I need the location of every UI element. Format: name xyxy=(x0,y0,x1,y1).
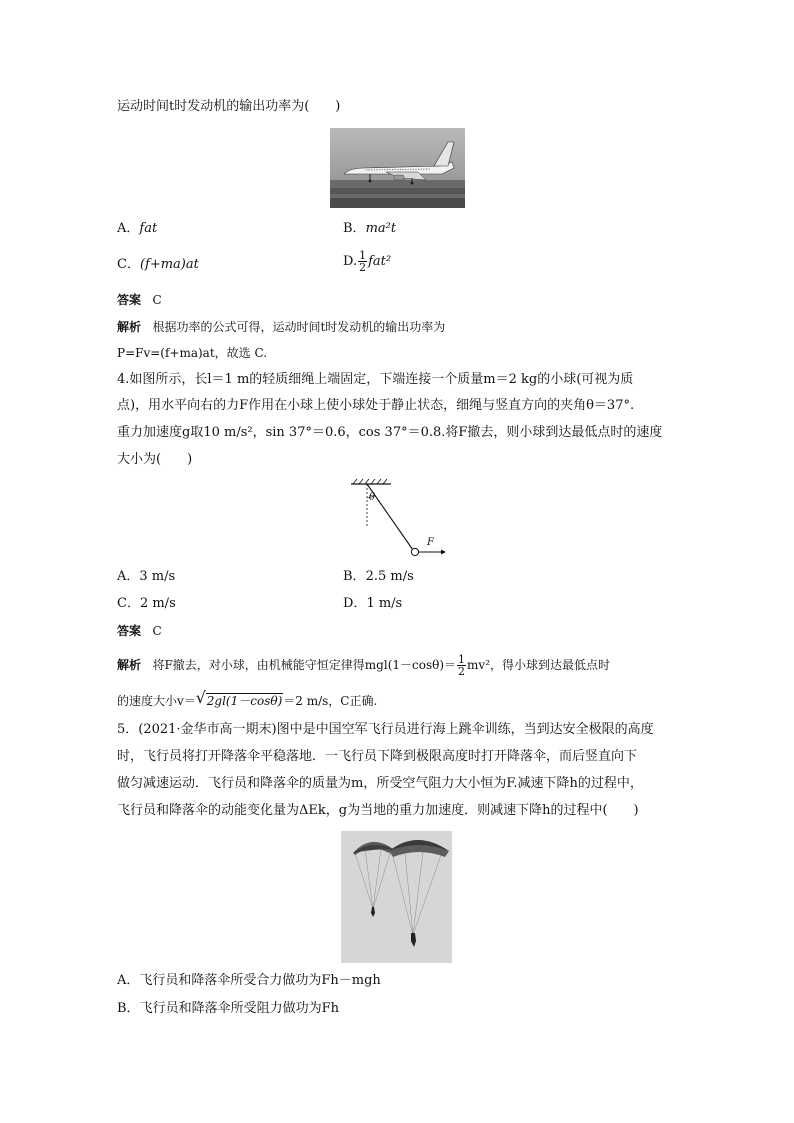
option-key: D. xyxy=(343,254,358,269)
analysis-label: 解析 xyxy=(117,320,142,334)
q4-analysis-cont xyxy=(117,688,378,710)
q4-answer xyxy=(117,622,162,640)
answer-label: 答案 xyxy=(117,624,142,638)
option-value: ma²t xyxy=(365,221,397,236)
analysis-text: 将F撤去，对小球，由机械能守恒定律得mgl(1－cosθ)＝ xyxy=(152,658,457,672)
analysis-text: ＝2 m/s，C正确. xyxy=(283,694,378,708)
option-value: 2 m/s xyxy=(139,596,176,611)
analysis-text: 根据功率的公式可得，运动时间t时发动机的输出功率为 xyxy=(152,320,446,334)
q5-stem-line4: 飞行员和降落伞的动能变化量为ΔEk，g为当地的重力加速度．则减速下降h的过程中( ) xyxy=(117,803,639,818)
q4-option-a xyxy=(117,568,175,586)
q5-option-a xyxy=(117,972,381,990)
option-value: 飞行员和降落伞所受阻力做功为Fh xyxy=(139,1001,339,1016)
option-key: C． xyxy=(117,257,140,272)
force-label: F xyxy=(427,537,434,548)
option-value: 2.5 m/s xyxy=(365,569,414,584)
answer-value: C xyxy=(152,624,162,638)
answer-value: C xyxy=(152,293,162,307)
analysis-text: mv²，得小球到达最低点时 xyxy=(467,658,611,672)
option-key: C． xyxy=(117,596,140,611)
q4-option-b xyxy=(343,568,414,586)
option-key: A． xyxy=(117,973,140,988)
airplane-photo xyxy=(330,128,465,208)
option-value: 3 m/s xyxy=(139,569,176,584)
option-value: 飞行员和降落伞所受合力做功为Fh－mgh xyxy=(139,973,381,988)
q4-stem-line3: 重力加速度g取10 m/s²，sin 37°＝0.6，cos 37°＝0.8.将F撤去，则小球到达最低点时的速度 xyxy=(117,425,663,440)
q4-stem-line1: 4.如图所示，长l＝1 m的轻质细绳上端固定，下端连接一个质量m＝2 kg的小球(可视为质 xyxy=(117,372,634,387)
q5-option-b xyxy=(117,1000,339,1018)
theta-label: θ xyxy=(369,492,376,503)
q5-stem-line3: 做匀减速运动．飞行员和降落伞的质量为m，所受空气阻力大小恒为F.减速下降h的过程中， xyxy=(117,776,643,791)
q5-stem-line2: 时，飞行员将打开降落伞平稳落地．一飞行员下降到极限高度时打开降落伞，而后竖直向下 xyxy=(117,749,638,764)
option-key: B． xyxy=(117,1001,140,1016)
q3-option-d xyxy=(343,250,391,273)
q3-option-a xyxy=(117,220,157,238)
q4-stem-line2: 点)，用水平向右的力F作用在小球上使小球处于静止状态，细绳与竖直方向的夹角θ＝37°. xyxy=(117,398,635,413)
option-key: A． xyxy=(117,569,140,584)
analysis-label: 解析 xyxy=(117,658,142,672)
q4-stem-line4: 大小为( ) xyxy=(117,452,193,467)
answer-label: 答案 xyxy=(117,293,142,307)
square-root: √ 2gl(1－cosθ) xyxy=(195,688,283,708)
q3-analysis xyxy=(117,318,445,336)
pendulum-diagram xyxy=(345,478,450,560)
option-value: (f+ma)at xyxy=(139,257,199,272)
option-value: 1 m/s xyxy=(366,596,403,611)
option-key: B． xyxy=(343,569,366,584)
q4-option-d xyxy=(343,595,402,613)
q4-option-c xyxy=(117,595,176,613)
option-key: A． xyxy=(117,221,140,236)
option-key: D． xyxy=(343,596,367,611)
q4-analysis xyxy=(117,654,610,677)
question-intro: 运动时间t时发动机的输出功率为( ) xyxy=(117,99,341,114)
option-value: fat² xyxy=(368,254,392,269)
parachute-photo xyxy=(341,831,452,963)
q3-option-b xyxy=(343,220,396,238)
option-key: B． xyxy=(343,221,366,236)
q3-analysis-cont: P=Fv=(f+ma)at，故选 C. xyxy=(117,346,268,360)
analysis-text: 的速度大小v＝ xyxy=(117,694,196,708)
fraction: $\frac{1}{2}$ xyxy=(359,249,367,274)
option-value: fat xyxy=(139,221,158,236)
q3-answer xyxy=(117,291,162,309)
q5-stem-line1: 5．(2021·金华市高一期末)图中是中国空军飞行员进行海上跳伞训练，当到达安全极限的高度 xyxy=(117,722,654,737)
q3-option-c xyxy=(117,256,199,274)
fraction: $\frac{1}{2}$ xyxy=(458,653,466,678)
